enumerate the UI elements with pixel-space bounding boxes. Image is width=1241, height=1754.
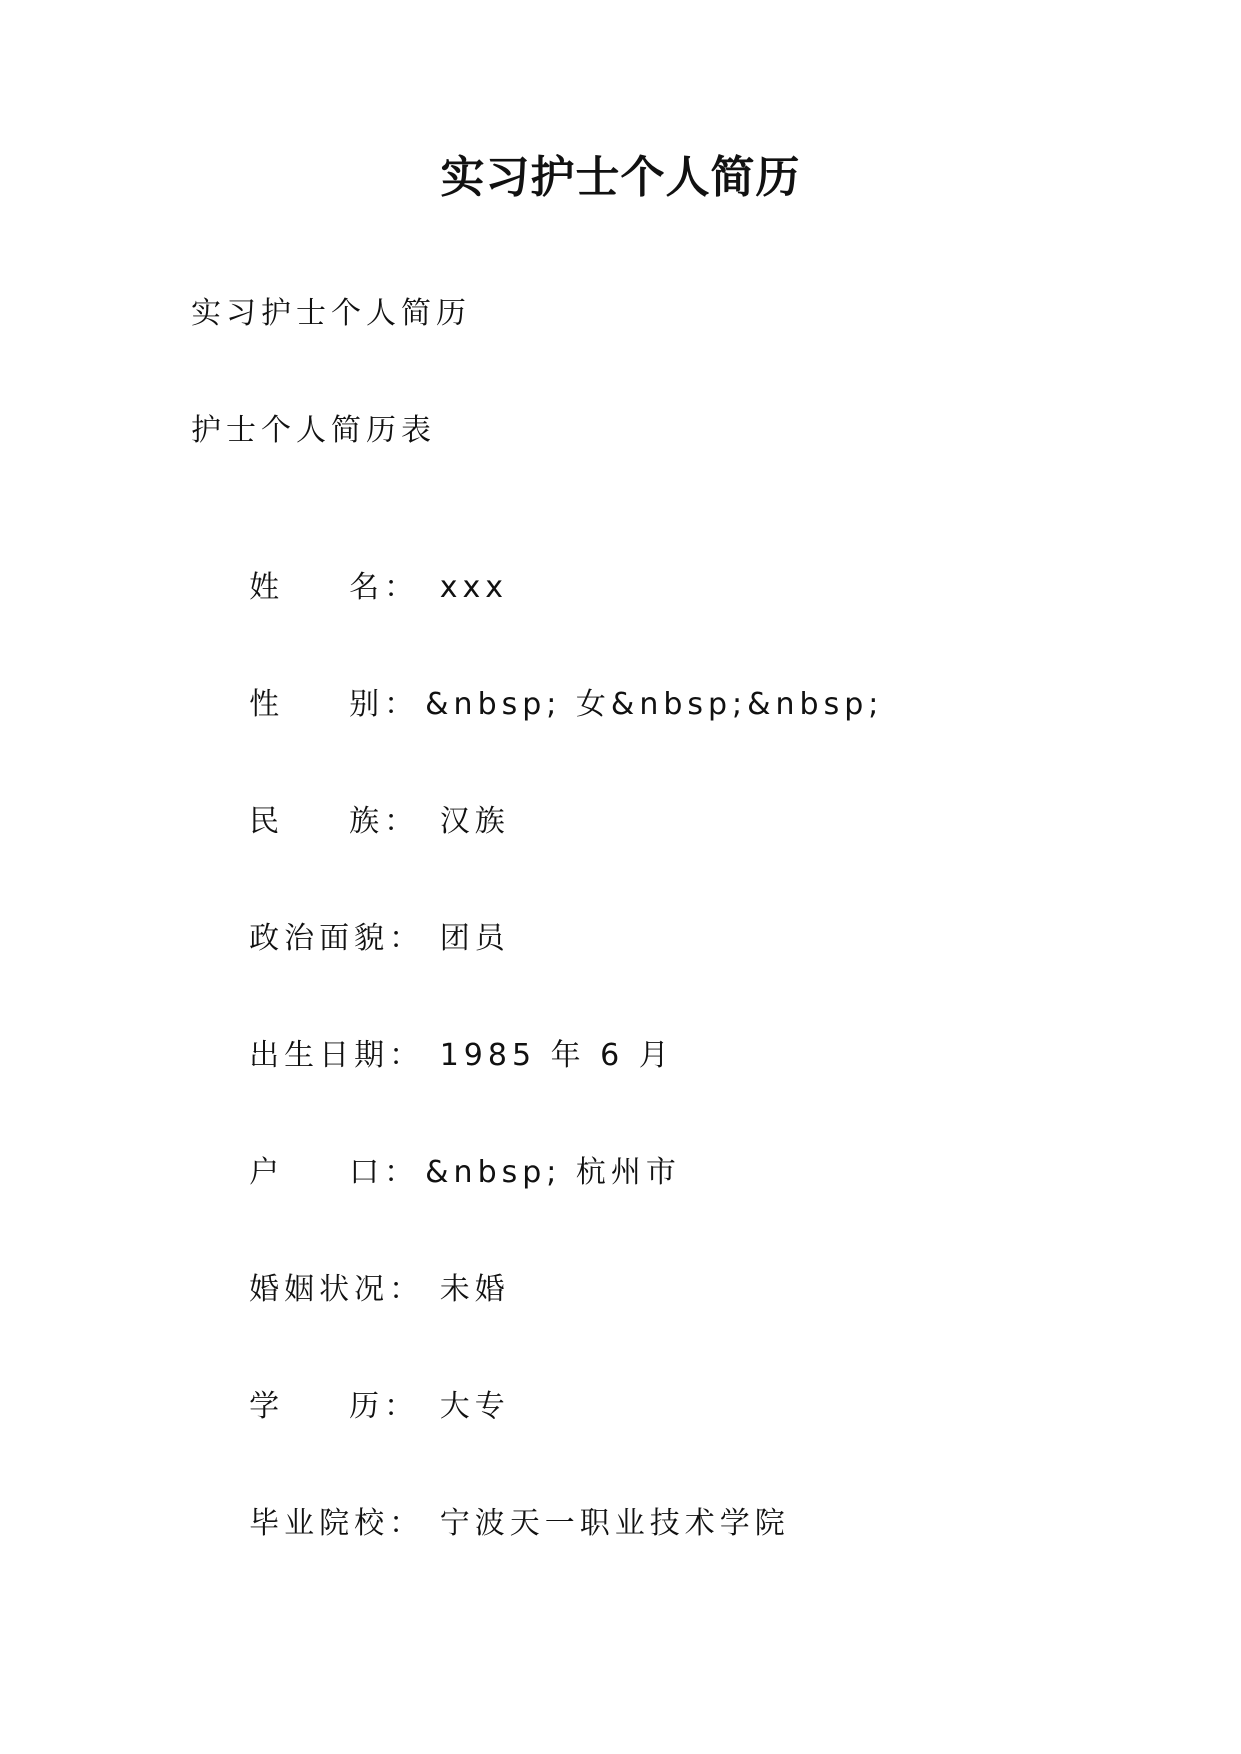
field-birth-date-label: 出生日期： [249,1038,425,1073]
field-education-value: 大专 [425,1389,510,1424]
field-marital-status-value: 未婚 [425,1272,510,1307]
field-political-status-label: 政治面貌： [249,921,425,956]
field-education-row [191,1347,510,1467]
field-school-row [191,1464,790,1584]
field-name-label: 姓 名： [249,570,420,605]
field-birth-date-value: 1985 年 6 月 [425,1038,674,1073]
field-marital-status-row [191,1230,510,1350]
field-school-value: 宁波天一职业技术学院 [425,1506,790,1541]
field-name-row [191,528,508,648]
field-household-label: 户 口： [249,1155,420,1190]
resume-subheading: 护士个人简历表 [191,413,436,448]
field-school-label: 毕业院校： [249,1506,425,1541]
field-political-status-value: 团员 [425,921,510,956]
field-gender-row [191,645,883,765]
field-political-status-row [191,879,510,999]
field-ethnicity-row [191,762,510,882]
field-marital-status-label: 婚姻状况： [249,1272,425,1307]
field-ethnicity-value: 汉族 [425,804,510,839]
field-education-label: 学 历： [249,1389,420,1424]
field-household-value: &nbsp; 杭州市 [425,1155,681,1190]
field-gender-label: 性 别： [249,687,420,722]
document-title: 实习护士个人简历 [440,152,801,203]
resume-heading: 实习护士个人简历 [191,296,471,331]
field-name-value: xxx [425,570,508,605]
field-birth-date-row [191,996,674,1116]
field-gender-value: &nbsp; 女&nbsp;&nbsp; [425,687,884,722]
field-ethnicity-label: 民 族： [249,804,420,839]
field-household-row [191,1113,681,1233]
